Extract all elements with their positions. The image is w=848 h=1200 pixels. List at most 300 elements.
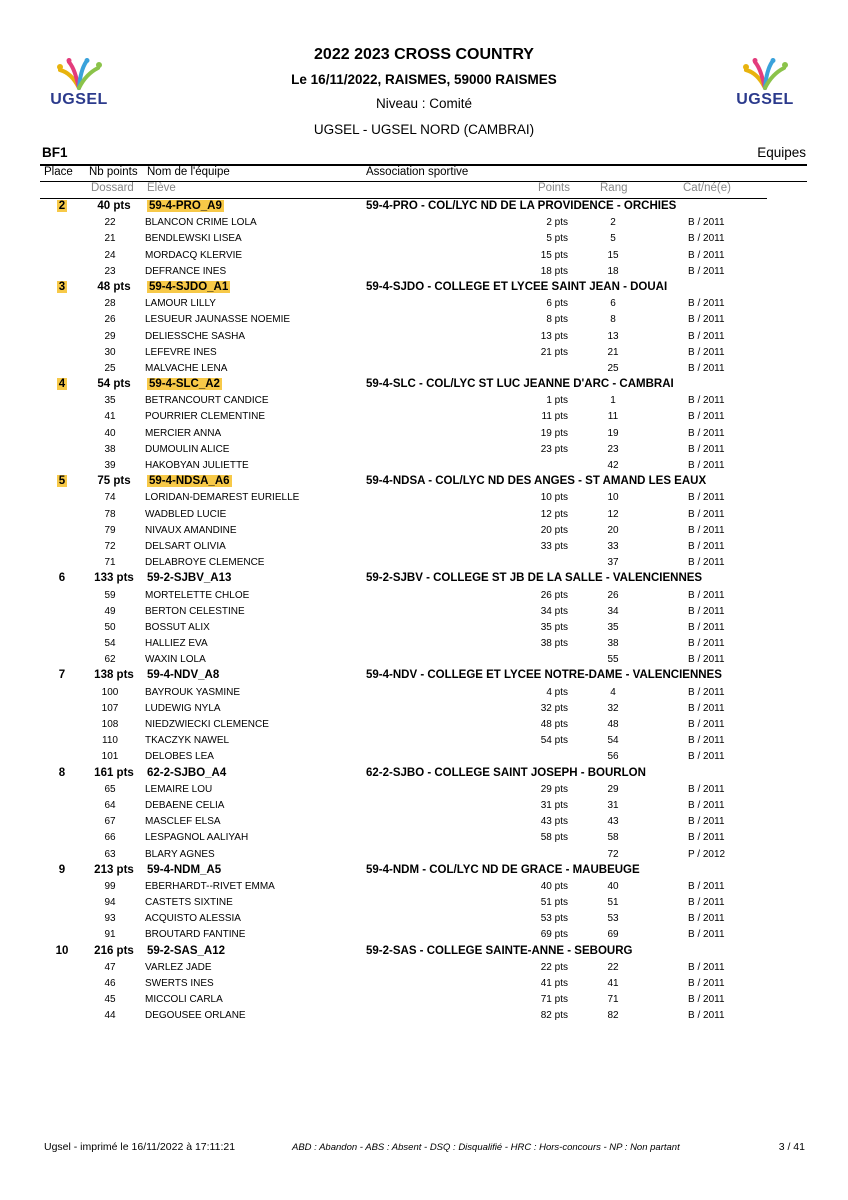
athlete-points: 69 pts <box>540 929 568 941</box>
team-association: 59-4-SJDO - COLLEGE ET LYCEE SAINT JEAN - DOUAI <box>366 280 668 293</box>
athlete-row <box>0 636 848 652</box>
athlete-rank: 6 <box>610 298 616 310</box>
athlete-name: DUMOULIN ALICE <box>145 443 230 455</box>
athlete-category: B / 2011 <box>688 540 725 552</box>
athlete-name: WADBLED LUCIE <box>145 508 227 520</box>
team-row <box>0 863 848 879</box>
col-points: Points <box>538 182 570 194</box>
team-row <box>0 571 848 587</box>
athlete-points: 26 pts <box>540 589 568 601</box>
athlete-points: 51 pts <box>540 897 568 909</box>
athlete-category: B / 2011 <box>688 427 725 439</box>
athlete-name: BROUTARD FANTINE <box>145 929 246 941</box>
athlete-category: B / 2011 <box>688 978 725 989</box>
athlete-row <box>0 976 848 992</box>
athlete-dossard: 39 <box>104 460 116 471</box>
team-association: 59-4-NDM - COL/LYC ND DE GRACE - MAUBEUGE <box>366 863 640 876</box>
team-row <box>0 668 848 684</box>
athlete-category: B / 2011 <box>688 832 725 844</box>
athlete-rank: 69 <box>607 929 619 941</box>
athlete-points: 32 pts <box>540 702 568 714</box>
athlete-name: ACQUISTO ALESSIA <box>145 913 241 925</box>
athlete-category: B / 2011 <box>688 605 725 617</box>
athlete-dossard: 107 <box>101 702 119 714</box>
team-place: 3 <box>58 280 66 293</box>
col-association: Association sportive <box>366 166 469 178</box>
athlete-points: 53 pts <box>540 913 568 925</box>
event-date-place: Le 16/11/2022, RAISMES, 59000 RAISMES <box>291 72 557 87</box>
athlete-category: B / 2011 <box>688 411 725 423</box>
team-name: 59-2-SAS_A12 <box>147 944 225 957</box>
athlete-rank: 23 <box>607 443 619 455</box>
team-name-cell <box>147 475 232 487</box>
athlete-rank: 53 <box>607 913 619 925</box>
athlete-points: 1 pts <box>546 395 568 407</box>
athlete-row <box>0 312 848 328</box>
athlete-rank: 54 <box>607 735 619 747</box>
athlete-category: B / 2011 <box>688 897 725 909</box>
athlete-dossard: 22 <box>104 217 116 229</box>
athlete-dossard: 47 <box>104 961 116 973</box>
team-association: 59-4-NDSA - COL/LYC ND DES ANGES - ST AMAND LES EAUX <box>366 475 707 488</box>
athlete-category: B / 2011 <box>688 589 725 601</box>
team-row <box>0 280 848 296</box>
athlete-points: 48 pts <box>540 719 568 730</box>
athlete-row <box>0 507 848 523</box>
athlete-name: TKACZYK NAWEL <box>145 735 230 747</box>
athlete-dossard: 67 <box>104 816 116 828</box>
team-name-cell <box>147 669 219 681</box>
athlete-row <box>0 927 848 943</box>
athlete-dossard: 94 <box>104 897 116 909</box>
team-points: 213 pts <box>94 863 134 876</box>
athlete-row <box>0 652 848 668</box>
col-dossard: Dossard <box>91 182 134 194</box>
athlete-dossard: 91 <box>104 929 116 941</box>
ugsel-logo-text: UGSEL <box>50 91 108 108</box>
team-points: 161 pts <box>94 766 134 779</box>
athlete-row <box>0 345 848 361</box>
athlete-points: 35 pts <box>540 621 568 633</box>
col-place: Place <box>44 166 73 178</box>
athlete-points: 22 pts <box>540 961 568 973</box>
athlete-name: NIEDZWIECKI CLEMENCE <box>145 719 269 730</box>
athlete-points: 38 pts <box>540 638 568 650</box>
athlete-dossard: 28 <box>104 298 116 310</box>
athlete-rank: 41 <box>607 978 619 989</box>
athlete-points: 18 pts <box>540 265 568 277</box>
athlete-rank: 26 <box>607 589 619 601</box>
athlete-category: B / 2011 <box>688 816 725 828</box>
athlete-rank: 35 <box>607 621 619 633</box>
team-name-cell <box>147 378 222 390</box>
team-association: 59-4-PRO - COL/LYC ND DE LA PROVIDENCE - ORCHIES <box>366 200 677 212</box>
athlete-row <box>0 490 848 506</box>
athlete-points: 43 pts <box>540 816 568 828</box>
team-row <box>0 199 848 215</box>
athlete-name: MERCIER ANNA <box>145 427 222 439</box>
athlete-category: B / 2011 <box>688 395 725 407</box>
athlete-rank: 2 <box>610 217 616 229</box>
athlete-rank: 72 <box>607 848 619 860</box>
athlete-row <box>0 701 848 717</box>
athlete-row <box>0 458 848 474</box>
athlete-rank: 42 <box>607 460 619 471</box>
athlete-dossard: 46 <box>104 978 116 989</box>
athlete-points: 21 pts <box>540 346 568 358</box>
athlete-points: 11 pts <box>541 411 568 423</box>
athlete-name: BOSSUT ALIX <box>145 621 210 633</box>
athlete-category: P / 2012 <box>688 848 726 860</box>
team-association: 59-4-SLC - COL/LYC ST LUC JEANNE D'ARC - CAMBRAI <box>366 378 674 391</box>
col-nb-points: Nb points <box>89 166 138 178</box>
athlete-name: DEGOUSEE ORLANE <box>145 1010 246 1022</box>
ranking-kind: Equipes <box>757 145 806 160</box>
athlete-category: B / 2011 <box>688 638 725 650</box>
athlete-dossard: 29 <box>104 330 116 342</box>
team-name: 59-4-PRO_A9 <box>149 200 222 212</box>
athlete-points: 13 pts <box>540 330 568 342</box>
athlete-row <box>0 426 848 442</box>
athlete-points: 41 pts <box>540 978 568 989</box>
athlete-row <box>0 733 848 749</box>
athlete-name: BLANCON CRIME LOLA <box>145 217 257 229</box>
athlete-category: B / 2011 <box>688 443 725 455</box>
team-place: 9 <box>58 863 66 876</box>
athlete-dossard: 30 <box>104 346 116 358</box>
athlete-dossard: 71 <box>104 557 116 569</box>
athlete-points: 2 pts <box>546 217 568 229</box>
team-name: 59-4-SLC_A2 <box>149 378 220 391</box>
athlete-category: B / 2011 <box>688 994 725 1006</box>
event-level: Niveau : Comité <box>375 96 473 111</box>
athlete-name: DEBAENE CELIA <box>145 799 225 811</box>
athlete-name: BLARY AGNES <box>145 848 215 860</box>
athlete-rank: 40 <box>607 880 619 892</box>
athlete-rank: 15 <box>607 249 619 261</box>
athlete-dossard: 25 <box>104 362 116 374</box>
athlete-name: LORIDAN-DEMAREST EURIELLE <box>145 492 300 504</box>
athlete-dossard: 59 <box>104 589 116 601</box>
athlete-dossard: 110 <box>102 735 118 747</box>
team-points: 54 pts <box>97 378 131 391</box>
athlete-dossard: 79 <box>104 524 116 536</box>
team-name-cell <box>147 767 226 779</box>
athlete-category: B / 2011 <box>688 524 725 536</box>
athlete-dossard: 62 <box>104 654 116 666</box>
athlete-dossard: 35 <box>104 395 116 407</box>
col-eleve: Elève <box>147 182 176 194</box>
athlete-dossard: 108 <box>101 719 119 730</box>
athlete-row <box>0 539 848 555</box>
team-points: 75 pts <box>97 475 131 488</box>
team-name: 59-4-NDM_A5 <box>147 863 222 876</box>
athlete-name: LEFEVRE INES <box>145 346 217 358</box>
athlete-category: B / 2011 <box>688 265 725 277</box>
athlete-row <box>0 749 848 765</box>
athlete-dossard: 101 <box>101 751 119 763</box>
athlete-rank: 55 <box>607 654 619 666</box>
athlete-rank: 1 <box>610 395 616 407</box>
athlete-row <box>0 685 848 701</box>
athlete-category: B / 2011 <box>688 799 725 811</box>
athlete-name: LAMOUR LILLY <box>145 298 216 310</box>
athlete-points: 15 pts <box>540 249 568 261</box>
athlete-points: 8 pts <box>546 314 568 326</box>
athlete-category: B / 2011 <box>688 492 725 504</box>
athlete-name: DEFRANCE INES <box>145 265 227 277</box>
athlete-points: 10 pts <box>540 492 568 504</box>
athlete-rank: 4 <box>610 686 616 698</box>
athlete-category: B / 2011 <box>688 346 725 358</box>
athlete-row <box>0 588 848 604</box>
athlete-points: 54 pts <box>540 735 568 747</box>
team-name: 59-4-NDV_A8 <box>147 669 220 682</box>
athlete-category: B / 2011 <box>688 929 725 941</box>
team-name: 59-4-SJDO_A1 <box>149 280 229 293</box>
athlete-points: 33 pts <box>540 540 568 552</box>
athlete-row <box>0 1008 848 1024</box>
athlete-row <box>0 847 848 863</box>
athlete-dossard: 74 <box>104 492 116 504</box>
athlete-row <box>0 555 848 571</box>
athlete-dossard: 24 <box>104 249 116 261</box>
athlete-dossard: 41 <box>104 411 116 423</box>
athlete-rank: 71 <box>607 994 619 1006</box>
athlete-points: 31 pts <box>540 799 568 811</box>
col-catne: Cat/né(e) <box>683 182 731 194</box>
athlete-rank: 18 <box>607 265 619 277</box>
athlete-name: LEMAIRE LOU <box>145 783 213 795</box>
team-place: 5 <box>58 475 66 488</box>
athlete-dossard: 23 <box>104 265 116 277</box>
athlete-rank: 51 <box>607 897 619 909</box>
athlete-points: 71 pts <box>540 994 568 1006</box>
athlete-name: MASCLEF ELSA <box>145 816 221 828</box>
athlete-row <box>0 992 848 1008</box>
athlete-category: B / 2011 <box>688 557 725 569</box>
athlete-row <box>0 879 848 895</box>
athlete-rank: 34 <box>607 605 619 617</box>
team-name-cell <box>147 864 221 876</box>
team-points: 138 pts <box>94 669 134 682</box>
athlete-row <box>0 361 848 377</box>
athlete-dossard: 66 <box>104 832 116 844</box>
team-place: 6 <box>58 572 66 585</box>
athlete-points: 40 pts <box>540 880 568 892</box>
athlete-category: B / 2011 <box>688 961 725 973</box>
athlete-row <box>0 393 848 409</box>
athlete-points: 5 pts <box>546 233 568 245</box>
athlete-name: DELOBES LEA <box>145 751 214 763</box>
team-name-cell <box>147 945 225 957</box>
team-place: 8 <box>58 766 66 779</box>
athlete-name: BETRANCOURT CANDICE <box>145 395 269 407</box>
athlete-rank: 56 <box>607 751 619 763</box>
athlete-name: WAXIN LOLA <box>145 654 206 666</box>
team-name: 59-2-SJBV_A13 <box>147 572 232 585</box>
athlete-points: 34 pts <box>540 605 568 617</box>
athlete-name: DELSART OLIVIA <box>145 540 226 552</box>
athlete-rank: 31 <box>607 799 619 811</box>
athlete-row <box>0 620 848 636</box>
team-name-cell <box>147 281 230 293</box>
athlete-dossard: 72 <box>104 540 116 552</box>
team-points: 48 pts <box>97 280 131 293</box>
athlete-row <box>0 248 848 264</box>
athlete-points: 19 pts <box>540 427 568 439</box>
athlete-dossard: 54 <box>104 638 116 650</box>
print-timestamp: Ugsel - imprimé le 16/11/2022 à 17:11:21 <box>44 1141 236 1153</box>
team-place: 2 <box>58 200 66 212</box>
event-organizer: UGSEL - UGSEL NORD (CAMBRAI) <box>313 122 535 137</box>
athlete-rank: 43 <box>607 816 619 828</box>
athlete-category: B / 2011 <box>688 783 725 795</box>
athlete-row <box>0 717 848 733</box>
athlete-rank: 25 <box>607 362 619 374</box>
athlete-name: MALVACHE LENA <box>145 362 228 374</box>
athlete-name: BAYROUK YASMINE <box>145 686 241 698</box>
athlete-row <box>0 782 848 798</box>
athlete-name: DELIESSCHE SASHA <box>145 330 246 342</box>
athlete-rank: 5 <box>610 233 616 245</box>
athlete-dossard: 63 <box>104 848 116 860</box>
athlete-category: B / 2011 <box>688 233 725 245</box>
athlete-name: MORDACQ KLERVIE <box>145 249 243 261</box>
athlete-row <box>0 895 848 911</box>
athlete-name: BENDLEWSKI LISEA <box>145 233 242 245</box>
athlete-rank: 38 <box>607 638 619 650</box>
athlete-points: 23 pts <box>540 443 568 455</box>
abbreviation-legend: ABD : Abandon - ABS : Absent - DSQ : Disqualifié - HRC : Hors-concours - NP : Non partant <box>292 1142 680 1153</box>
athlete-category: B / 2011 <box>688 314 725 326</box>
athlete-dossard: 93 <box>104 913 116 925</box>
athlete-row <box>0 231 848 247</box>
athlete-category: B / 2011 <box>688 719 725 730</box>
athlete-category: B / 2011 <box>688 249 725 261</box>
athlete-points: 29 pts <box>540 783 568 795</box>
athlete-dossard: 100 <box>101 686 119 698</box>
athlete-dossard: 65 <box>104 783 116 795</box>
athlete-dossard: 45 <box>104 994 116 1006</box>
athlete-row <box>0 409 848 425</box>
page-title: 2022 2023 CROSS COUNTRY <box>314 46 534 63</box>
team-association: 59-2-SJBV - COLLEGE ST JB DE LA SALLE - VALENCIENNES <box>366 572 703 585</box>
team-association: 59-4-NDV - COLLEGE ET LYCEE NOTRE-DAME - VALENCIENNES <box>366 669 722 682</box>
athlete-row <box>0 215 848 231</box>
page-number: 3 / 41 <box>778 1141 805 1153</box>
athlete-row <box>0 604 848 620</box>
athlete-rank: 13 <box>607 330 619 342</box>
athlete-name: MICCOLI CARLA <box>145 994 223 1006</box>
athlete-category: B / 2011 <box>688 621 725 633</box>
team-name: 59-4-NDSA_A6 <box>149 475 230 488</box>
athlete-name: LESPAGNOL AALIYAH <box>145 832 249 844</box>
athlete-name: NIVAUX AMANDINE <box>145 524 237 536</box>
athlete-dossard: 50 <box>104 621 116 633</box>
athlete-row <box>0 814 848 830</box>
team-row <box>0 474 848 490</box>
team-name-cell <box>147 200 224 212</box>
athlete-name: DELABROYE CLEMENCE <box>145 557 265 569</box>
team-row <box>0 944 848 960</box>
athlete-rank: 29 <box>607 783 619 795</box>
team-points: 216 pts <box>94 944 134 957</box>
athlete-rank: 21 <box>607 346 619 358</box>
athlete-category: B / 2011 <box>688 362 725 374</box>
athlete-name: SWERTS INES <box>145 978 214 989</box>
athlete-category: B / 2011 <box>688 751 725 763</box>
team-place: 10 <box>55 944 69 957</box>
athlete-category: B / 2011 <box>688 508 725 520</box>
athlete-row <box>0 960 848 976</box>
athlete-category: B / 2011 <box>688 1010 725 1022</box>
athlete-name: HAKOBYAN JULIETTE <box>145 460 249 471</box>
team-place: 7 <box>58 669 66 682</box>
athlete-dossard: 21 <box>104 233 116 245</box>
team-points: 40 pts <box>97 200 131 212</box>
athlete-category: B / 2011 <box>688 298 725 310</box>
athlete-points: 58 pts <box>540 832 568 844</box>
team-row <box>0 766 848 782</box>
athlete-dossard: 40 <box>104 427 116 439</box>
athlete-name: CASTETS SIXTINE <box>145 897 233 909</box>
athlete-points: 82 pts <box>540 1010 568 1022</box>
team-place: 4 <box>58 378 66 391</box>
col-rang: Rang <box>600 182 628 194</box>
athlete-category: B / 2011 <box>688 654 725 666</box>
athlete-row <box>0 442 848 458</box>
athlete-rank: 22 <box>607 961 619 973</box>
athlete-rank: 58 <box>607 832 619 844</box>
athlete-dossard: 44 <box>104 1010 116 1022</box>
athlete-category: B / 2011 <box>688 460 725 471</box>
athlete-rank: 37 <box>607 557 619 569</box>
athlete-category: B / 2011 <box>688 913 725 925</box>
team-association: 62-2-SJBO - COLLEGE SAINT JOSEPH - BOURLON <box>366 766 646 779</box>
athlete-name: LESUEUR JAUNASSE NOEMIE <box>145 314 291 326</box>
athlete-points: 20 pts <box>540 524 568 536</box>
team-name: 62-2-SJBO_A4 <box>147 766 227 779</box>
athlete-rank: 20 <box>607 524 619 536</box>
athlete-category: B / 2011 <box>688 702 725 714</box>
athlete-name: VARLEZ JADE <box>145 961 212 973</box>
athlete-name: HALLIEZ EVA <box>145 638 208 650</box>
athlete-rank: 48 <box>607 719 619 730</box>
athlete-dossard: 99 <box>104 880 116 892</box>
athlete-rank: 19 <box>607 427 619 439</box>
team-name-cell <box>147 572 231 584</box>
athlete-rank: 82 <box>607 1010 619 1022</box>
athlete-dossard: 49 <box>104 605 116 617</box>
athlete-name: POURRIER CLEMENTINE <box>145 411 266 423</box>
athlete-dossard: 38 <box>104 443 116 455</box>
category-label: BF1 <box>42 145 68 160</box>
athlete-rank: 10 <box>607 492 619 504</box>
col-team-name: Nom de l'équipe <box>147 166 230 178</box>
team-points: 133 pts <box>94 572 134 585</box>
athlete-rank: 12 <box>607 508 619 520</box>
athlete-row <box>0 264 848 280</box>
athlete-category: B / 2011 <box>688 330 725 342</box>
athlete-points: 6 pts <box>546 298 568 310</box>
athlete-rank: 32 <box>607 702 619 714</box>
athlete-row <box>0 296 848 312</box>
athlete-dossard: 64 <box>104 799 116 811</box>
athlete-row <box>0 329 848 345</box>
athlete-name: BERTON CELESTINE <box>145 605 245 617</box>
ugsel-logo-text: UGSEL <box>736 91 794 108</box>
